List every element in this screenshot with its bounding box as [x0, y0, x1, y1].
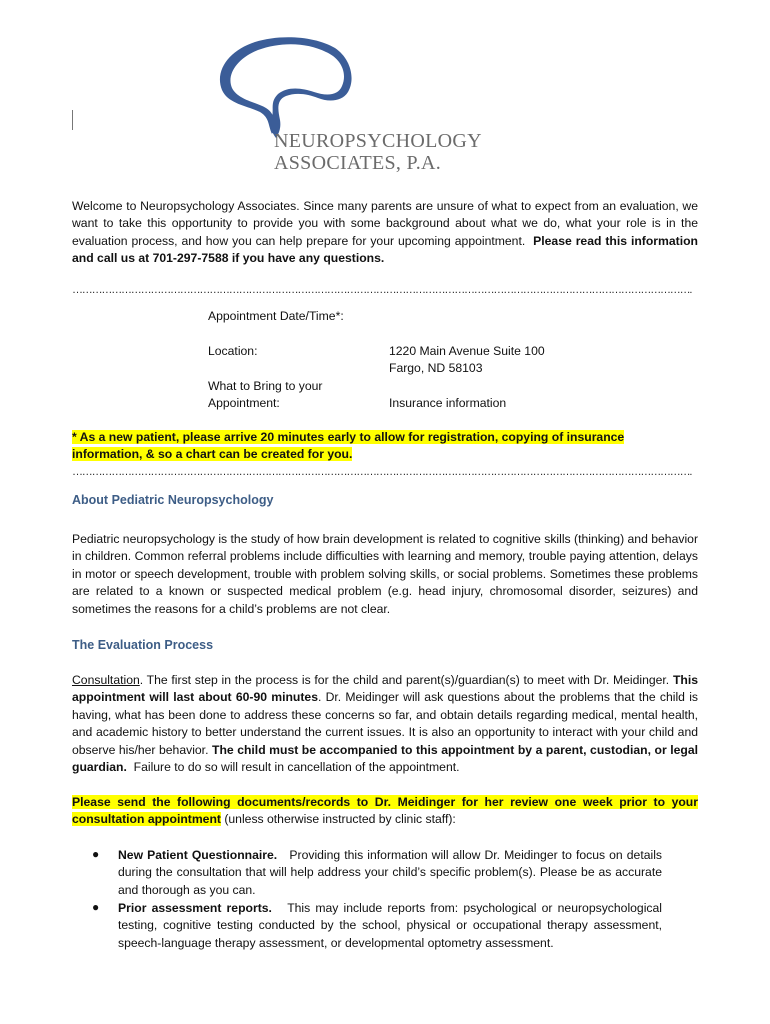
intro-paragraph	[72, 198, 698, 268]
consultation-text-1: . The first step in the process is for the child and parent(s)/guardian(s) to meet with Dr. Meidinger.	[139, 673, 670, 687]
consultation-text-3: Failure to do so will result in cancellation of the appointment.	[133, 760, 460, 775]
documents-suffix: (unless otherwise instructed by clinic staff):	[220, 812, 456, 827]
bullet-icon: ●	[92, 900, 100, 914]
intro-call-note: Please read this information and call us at 701-297-7588 if you have any questions.	[72, 233, 699, 266]
list-item-title: Prior assessment reports.	[118, 901, 272, 915]
logo-wordmark	[274, 130, 482, 174]
list-item-text: Providing this information will allow Dr. Meidinger to focus on details during the consultation that will help address your child’s specific problem(s). Please be as accurate and thorough as you can.	[118, 848, 663, 897]
consultation-duration: This appointment will last about 60-90 minutes	[72, 673, 698, 705]
appointment-datetime-label: Appointment Date/Time*:	[208, 309, 344, 323]
evaluation-heading: The Evaluation Process	[72, 638, 214, 652]
bring-label-line-2: Appointment:	[208, 396, 280, 410]
documents-paragraph	[72, 794, 698, 829]
text-cursor-mark	[72, 110, 73, 130]
documents-highlight: Please send the following documents/records to Dr. Meidinger for her review one week prior to your consultation appointment	[72, 795, 698, 827]
location-label: Location:	[208, 344, 258, 358]
dotted-separator: ……………………………………………………………………………………………………………………………………………………………………….	[72, 284, 692, 296]
location-address-line-2: Fargo, ND 58103	[389, 361, 483, 375]
logo-line-1: NEUROPSYCHOLOGY	[274, 130, 482, 152]
list-item	[118, 847, 662, 899]
list-item-title: New Patient Questionnaire.	[118, 848, 278, 862]
list-item-text: This may include reports from: psychological or neuropsychological testing, cognitive testing conducted by the school, physical or occupational therapy assessment, speech-language therapy assessment, or developmental optometry assessment.	[118, 901, 662, 950]
about-paragraph: Pediatric neuropsychology is the study of how brain development is related to cognitive skills (thinking) and behavior in children. Common referral problems include difficulties with learning and memory, trouble paying attention, delays in motor or speech development, trouble with problem solving skills, or social problems. Sometimes these problems are related to a known or suspected medical problem (e.g. head injury, chromosomal disorder, seizures) and sometimes the reasons for a child’s problems are not clear.	[72, 532, 698, 616]
list-item	[118, 900, 662, 952]
brain-logo-icon	[210, 30, 370, 140]
bring-value: Insurance information	[389, 396, 507, 410]
dotted-separator-2: ……………………………………………………………………………………………………………………………………………………………………….	[72, 466, 692, 478]
intro-text: Welcome to Neuropsychology Associates. Since many parents are unsure of what to expect from an evaluation, we want to take this opportunity to provide you with some background about what we do, what your role is in the evaluation process, and how you can help prepare for your upcoming appointment.	[72, 199, 698, 248]
about-heading: About Pediatric Neuropsychology	[72, 493, 274, 507]
logo-line-2: ASSOCIATES, P.A.	[274, 152, 442, 174]
location-address-line-1: 1220 Main Avenue Suite 100	[389, 344, 545, 358]
bullet-icon: ●	[92, 847, 100, 861]
consultation-paragraph	[72, 672, 698, 776]
bring-label-line-1: What to Bring to your	[208, 379, 323, 393]
notice-line-2: information, & so a chart can be created for you.	[72, 447, 353, 462]
consultation-text-2: . Dr. Meidinger will ask questions about the problems that the child is having, what has been done to address these concerns so far, and obtain details regarding medical, mental health, and academic history to better understand the current issues. It is also an opportunity to interact with your child and observe his/her behavior.	[72, 690, 698, 757]
consultation-guardian-note: The child must be accompanied to this appointment by a parent, custodian, or legal guardian.	[72, 742, 699, 775]
new-patient-notice	[72, 429, 698, 464]
notice-line-1: * As a new patient, please arrive 20 minutes early to allow for registration, copying of insurance	[72, 430, 625, 444]
consultation-label: Consultation	[72, 673, 140, 687]
